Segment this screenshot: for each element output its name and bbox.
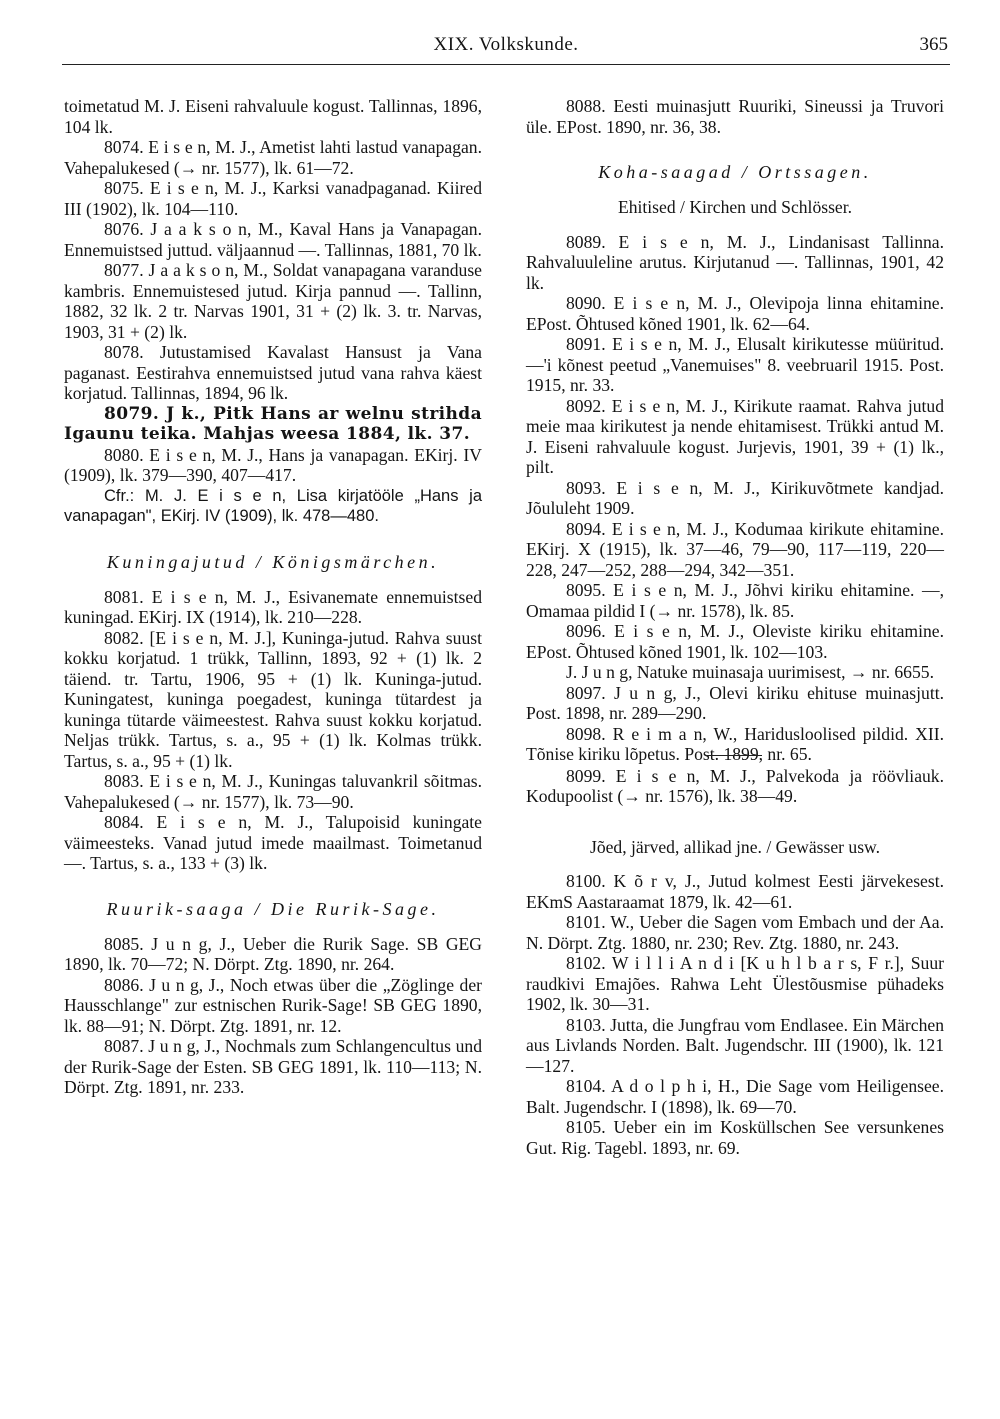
bib-entry: 8086. J u n g, J., Noch etwas über die „Zöglinge der Hausschlange" zur estnischen Rurik-Sage! SB GEG 1890, lk. 88—91; N. Dörpt. Ztg. 1891, nr. 12.	[64, 974, 482, 1036]
bib-entry: 8083. E i s e n, M. J., Kuningas taluvankril sõitmas. Vahepalukesed (→ nr. 1577), lk. 73—90.	[64, 771, 482, 812]
bib-entry: 8092. E i s e n, M. J., Kirikute raamat. Rahva jutud meie maa kirikutest ja nende ehitamisest. Trükki antud M. J. Eiseni rahvaluule kogust. Jurjevis, 1901, 39 + (1) lk., pilt.	[526, 395, 944, 477]
separator-rule	[706, 755, 762, 756]
bib-entry: 8076. J a a k s o n, M., Kaval Hans ja Vanapagan. Ennemuistsed juttud. väljaannud —. Tallinnas, 1881, 70 lk.	[64, 219, 482, 260]
section-heading: Ruurik-saaga / Die Rurik-Sage.	[106, 898, 440, 919]
fraktur-entry	[64, 404, 482, 445]
bib-entry: 8094. E i s e n, M. J., Kodumaa kirikute ehitamine. EKirj. X (1915), lk. 37—46, 79—90, 117—119, 220—228, 247—252, 288—294, 342—351.	[526, 518, 944, 580]
bib-entry: 8074. E i s e n, M. J., Ametist lahti lastud vanapagan. Vahepalukesed (→ nr. 1577), lk. 61—72.	[64, 137, 482, 178]
bib-entry: 8103. Jutta, die Jungfrau vom Endlasee. Ein Märchen aus Livlands Norden. Balt. Jugendschr. III (1900), lk. 121—127.	[526, 1014, 944, 1076]
bib-entry: 8100. K õ r v, J., Jutud kolmest Eesti järvekesest. EKmS Aastaraamat 1879, lk. 42—61.	[526, 871, 944, 912]
section-heading: Koha-saagad / Ortssagen.	[598, 162, 872, 182]
entry-group	[526, 96, 944, 137]
page-number: 365	[919, 34, 948, 55]
bib-entry: 8098. R e i m a n, W., Haridusloolised pildid. XII. Tõnise kiriku lõpetus. Post. 1899, nr. 65.	[526, 723, 944, 764]
bib-entry: 8095. E i s e n, M. J., Jõhvi kiriku ehitamine. —, Omamaa pildid I (→ nr. 1578), lk. 85.	[526, 580, 944, 621]
bib-entry: 8080. E i s e n, M. J., Hans ja vanapagan. EKirj. IV (1909), lk. 379—390, 407—417.	[64, 444, 482, 485]
bib-entry: 8093. E i s e n, M. J., Kirikuvõtmete kandjad. Jõululeht 1909.	[526, 477, 944, 518]
entry-group	[64, 445, 482, 527]
bib-entry: 8105. Ueber ein im Kosküllschen See versunkenes Gut. Rig. Tagebl. 1893, nr. 69.	[526, 1117, 944, 1158]
entry-group	[526, 766, 944, 807]
subsection-heading: Ehitised / Kirchen und Schlösser.	[617, 197, 853, 217]
left-column	[64, 96, 482, 1098]
bib-entry: 8079. J k., Pitk Hans ar welnu strihda Igaunu teika. Mahjas weesa 1884, lk. 37.	[64, 403, 482, 444]
bib-entry: 8096. E i s e n, M. J., Oleviste kiriku ehitamine. EPost. Õhtused kõned 1901, lk. 102—103.	[526, 621, 944, 662]
running-title: XIX. Volkskunde.	[433, 34, 579, 55]
bib-entry: 8077. J a a k s o n, M., Soldat vanapagana varanduse kambris. Ennemuistesed jutud. Kirja pannud —. Tallinn, 1882, 32 lk. 2 tr. Narvas 1901, 31 + (2) lk. 3. tr. Narvas, 1903, 31 + (2) lk.	[64, 260, 482, 342]
bib-entry: 8085. J u n g, J., Ueber die Rurik Sage. SB GEG 1890, lk. 70—72; N. Dörpt. Ztg. 1890, nr. 264.	[64, 933, 482, 974]
running-header	[62, 30, 950, 64]
bib-entry: 8075. E i s e n, M. J., Karksi vanadpaganad. Kiired III (1902), lk. 104—110.	[64, 178, 482, 219]
bib-entry: 8102. W i l l i A n d i [K u h l b a r s, F r.], Suur raudkivi Emajões. Rahwa Leht Ülestõusmise pühadeks 1902, lk. 30—31.	[526, 953, 944, 1014]
bib-entry: 8084. E i s e n, M. J., Talupoisid kuningate väimeesteks. Vanad jutud imede maailmast. Toimetanud —. Tartus, s. a., 133 + (3) lk.	[64, 812, 482, 873]
entry-group	[526, 871, 944, 1158]
bib-entry: 8090. E i s e n, M. J., Olevipoja linna ehitamine. EPost. Õhtused kõned 1901, lk. 62—64.	[526, 293, 944, 334]
bib-entry: 8104. A d o l p h i, H., Die Sage vom Heiligensee. Balt. Jugendschr. I (1898), lk. 69—70.	[526, 1076, 944, 1117]
bib-entry: 8088. Eesti muinasjutt Ruuriki, Sineussi ja Truvori üle. EPost. 1890, nr. 36, 38.	[526, 96, 944, 137]
entry-group	[526, 232, 944, 765]
cross-reference: Cfr.: M. J. E i s e n, Lisa kirjatööle „Hans ja vanapagan", EKirj. IV (1909), lk. 478—480.	[64, 486, 482, 525]
entry-group	[64, 934, 482, 1098]
bib-entry: 8082. [E i s e n, M. J.], Kuninga-jutud. Rahva suust kokku korjatud. 1 trükk, Tallinn, 1893, 92 + (1) lk. 2 täiend. tr. Tartu, 1906, 95 + (1) lk. Kuninga-jutud. Kuningatest, kuninga poegadest, kuninga tütardest ja kuninga tütarde väimeestest. Rahva suust kokku korjatud. Neljas trükk. Tartus, s. a., 95 + (1) lk. Kolmas trükk. Tartus, s. a., 95 + (1) lk.	[64, 627, 482, 771]
bib-entry: 8097. J u n g, J., Olevi kiriku ehituse muinasjutt. Post. 1898, nr. 289—290.	[526, 682, 944, 723]
section-heading: Kuningajutud / Königsmärchen.	[106, 551, 440, 572]
bib-entry: 8081. E i s e n, M. J., Esivanemate ennemuistsed kuningad. EKirj. IX (1914), lk. 210—228.	[64, 586, 482, 627]
bib-entry: 8091. E i s e n, M. J., Elusalt kirikutesse müüritud. —'i kõnest peetud „Vanemuises" 8. veebruaril 1915. Post. 1915, nr. 33.	[526, 334, 944, 395]
bib-entry: 8099. E i s e n, M. J., Palvekoda ja röövliauk. Kodupoolist (→ nr. 1576), lk. 38—49.	[526, 765, 944, 806]
bib-entry: 8101. W., Ueber die Sagen vom Embach und der Aa. N. Dörpt. Ztg. 1880, nr. 230; Rev. Ztg. 1880, nr. 243.	[526, 912, 944, 953]
entry-group	[64, 587, 482, 874]
bib-entry: 8089. E i s e n, M. J., Lindanisast Tallinna. Rahvaluuleline arutus. Kirjutanud —. Tallinnas, 1901, 42 lk.	[526, 231, 944, 293]
subsection-heading: Jõed, järved, allikad jne. / Gewässer usw.	[589, 836, 881, 857]
bib-entry: 8087. J u n g, J., Nochmals zum Schlangencultus und der Rurik-Sage der Esten. SB GEG 1891, lk. 110—113; N. Dörpt. Ztg. 1891, nr. 233.	[64, 1036, 482, 1097]
bib-entry: 8078. Jutustamised Kavalast Hansust ja Vana paganast. Eestirahva ennemuistsed jutud vana rahva käest korjatud. Tallinnas, 1894, 96 lk.	[64, 342, 482, 403]
bib-entry: J. J u n g, Natuke muinasaja uurimisest, → nr. 6655.	[566, 662, 934, 682]
right-column	[526, 96, 944, 1158]
header-rule	[62, 64, 950, 65]
entry-group	[64, 96, 482, 404]
entry-continuation: toimetatud M. J. Eiseni rahvaluule kogust. Tallinnas, 1896, 104 lk.	[64, 96, 482, 137]
